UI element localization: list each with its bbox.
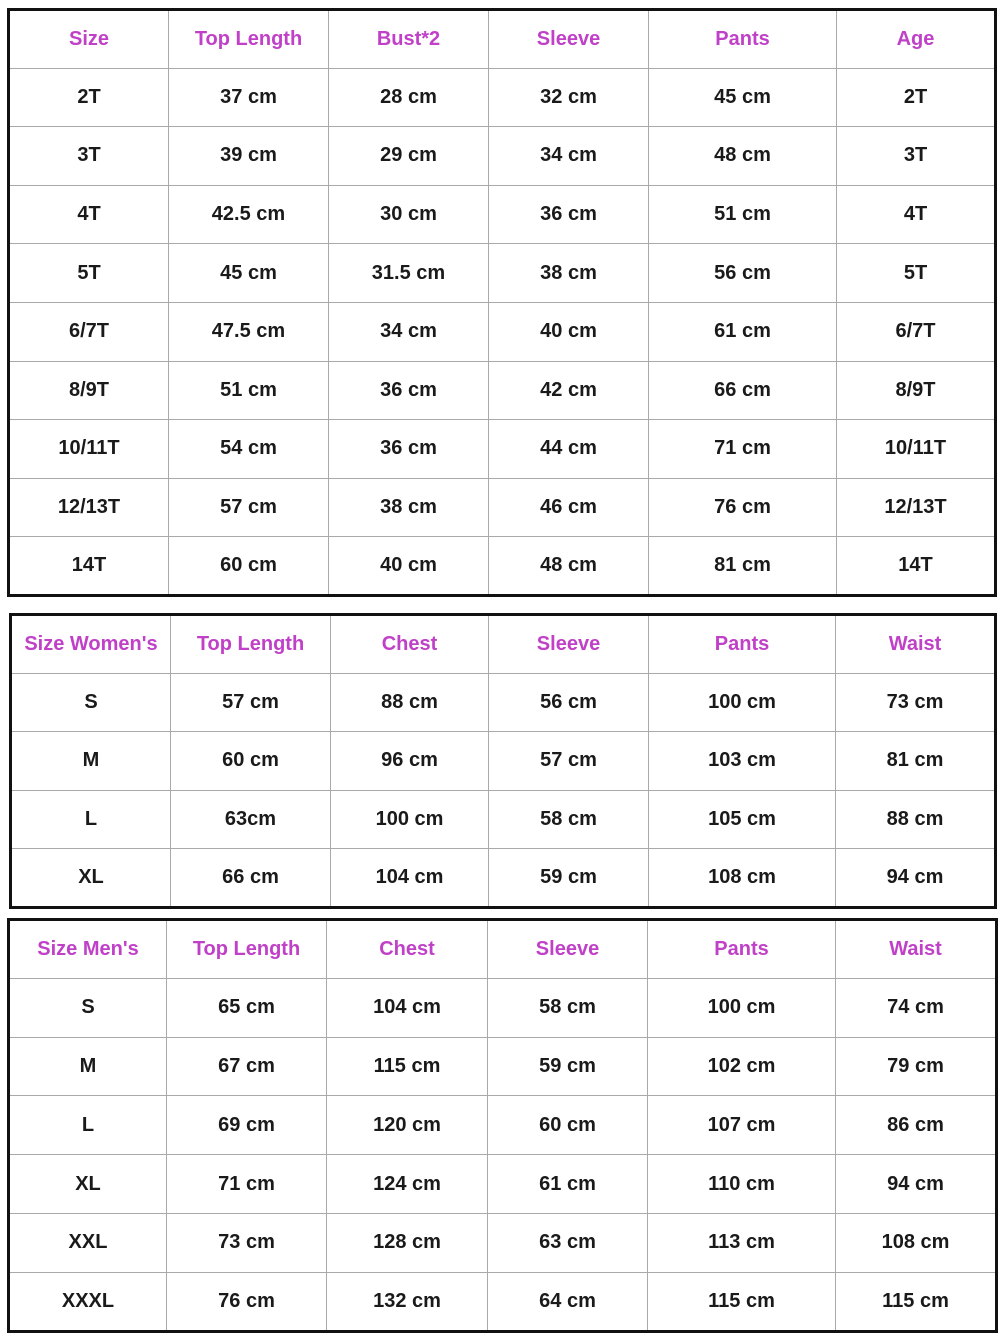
size-cell: S <box>11 673 171 732</box>
measurement-cell: 132 cm <box>327 1272 488 1331</box>
measurement-cell: 86 cm <box>836 1096 997 1155</box>
measurement-cell: 60 cm <box>169 537 329 596</box>
header-cell: Sleeve <box>489 10 649 69</box>
measurement-cell: 34 cm <box>489 127 649 186</box>
table-row <box>9 68 996 127</box>
size-cell: M <box>11 732 171 791</box>
table-row <box>9 185 996 244</box>
table-body <box>9 68 996 595</box>
measurement-cell: 94 cm <box>836 1155 997 1214</box>
measurement-cell: 34 cm <box>329 302 489 361</box>
measurement-cell: 115 cm <box>836 1272 997 1331</box>
size-cell: 4T <box>9 185 169 244</box>
measurement-cell: 79 cm <box>836 1037 997 1096</box>
measurement-cell: 81 cm <box>649 537 837 596</box>
header-cell: Top Length <box>167 920 327 979</box>
header-cell: Sleeve <box>489 615 649 674</box>
measurement-cell: 2T <box>837 68 996 127</box>
measurement-cell: 5T <box>837 244 996 303</box>
measurement-cell: 10/11T <box>837 420 996 479</box>
measurement-cell: 69 cm <box>167 1096 327 1155</box>
measurement-cell: 88 cm <box>836 790 996 849</box>
measurement-cell: 61 cm <box>488 1155 648 1214</box>
size-cell: 6/7T <box>9 302 169 361</box>
measurement-cell: 57 cm <box>489 732 649 791</box>
size-cell: 14T <box>9 537 169 596</box>
table-row <box>9 537 996 596</box>
table-row <box>11 849 996 908</box>
measurement-cell: 71 cm <box>167 1155 327 1214</box>
table-row <box>9 127 996 186</box>
size-cell: 12/13T <box>9 478 169 537</box>
measurement-cell: 47.5 cm <box>169 302 329 361</box>
measurement-cell: 96 cm <box>331 732 489 791</box>
measurement-cell: 36 cm <box>489 185 649 244</box>
measurement-cell: 32 cm <box>489 68 649 127</box>
measurement-cell: 36 cm <box>329 420 489 479</box>
header-cell: Size Men's <box>9 920 167 979</box>
measurement-cell: 81 cm <box>836 732 996 791</box>
table-row <box>9 1037 997 1096</box>
measurement-cell: 6/7T <box>837 302 996 361</box>
measurement-cell: 45 cm <box>169 244 329 303</box>
table-body <box>9 978 997 1331</box>
table-row <box>9 478 996 537</box>
header-cell: Bust*2 <box>329 10 489 69</box>
measurement-cell: 39 cm <box>169 127 329 186</box>
header-cell: Chest <box>331 615 489 674</box>
table-row <box>9 1213 997 1272</box>
measurement-cell: 108 cm <box>649 849 836 908</box>
measurement-cell: 73 cm <box>167 1213 327 1272</box>
table-row <box>9 244 996 303</box>
measurement-cell: 104 cm <box>327 978 488 1037</box>
table-header-row <box>11 615 996 674</box>
measurement-cell: 12/13T <box>837 478 996 537</box>
measurement-cell: 113 cm <box>648 1213 836 1272</box>
header-cell: Top Length <box>171 615 331 674</box>
table-header-row <box>9 920 997 979</box>
measurement-cell: 57 cm <box>171 673 331 732</box>
measurement-cell: 105 cm <box>649 790 836 849</box>
table-row <box>11 673 996 732</box>
table-row <box>9 361 996 420</box>
measurement-cell: 76 cm <box>649 478 837 537</box>
measurement-cell: 115 cm <box>648 1272 836 1331</box>
size-cell: 8/9T <box>9 361 169 420</box>
size-cell: M <box>9 1037 167 1096</box>
measurement-cell: 31.5 cm <box>329 244 489 303</box>
measurement-cell: 3T <box>837 127 996 186</box>
size-cell: 5T <box>9 244 169 303</box>
womens-size-table <box>9 613 997 909</box>
measurement-cell: 60 cm <box>171 732 331 791</box>
measurement-cell: 38 cm <box>329 478 489 537</box>
measurement-cell: 60 cm <box>488 1096 648 1155</box>
header-cell: Size <box>9 10 169 69</box>
measurement-cell: 94 cm <box>836 849 996 908</box>
measurement-cell: 100 cm <box>331 790 489 849</box>
measurement-cell: 104 cm <box>331 849 489 908</box>
measurement-cell: 46 cm <box>489 478 649 537</box>
header-cell: Chest <box>327 920 488 979</box>
measurement-cell: 67 cm <box>167 1037 327 1096</box>
size-cell: L <box>9 1096 167 1155</box>
measurement-cell: 51 cm <box>169 361 329 420</box>
measurement-cell: 110 cm <box>648 1155 836 1214</box>
table-row <box>11 732 996 791</box>
measurement-cell: 100 cm <box>649 673 836 732</box>
measurement-cell: 29 cm <box>329 127 489 186</box>
table-row <box>9 978 997 1037</box>
measurement-cell: 42.5 cm <box>169 185 329 244</box>
mens-size-table <box>7 918 998 1333</box>
header-cell: Pants <box>649 10 837 69</box>
measurement-cell: 4T <box>837 185 996 244</box>
size-cell: XL <box>9 1155 167 1214</box>
measurement-cell: 73 cm <box>836 673 996 732</box>
measurement-cell: 128 cm <box>327 1213 488 1272</box>
measurement-cell: 40 cm <box>489 302 649 361</box>
measurement-cell: 65 cm <box>167 978 327 1037</box>
table-row <box>9 420 996 479</box>
size-cell: XL <box>11 849 171 908</box>
table-body <box>11 673 996 907</box>
measurement-cell: 76 cm <box>167 1272 327 1331</box>
measurement-cell: 42 cm <box>489 361 649 420</box>
measurement-cell: 56 cm <box>649 244 837 303</box>
header-cell: Age <box>837 10 996 69</box>
measurement-cell: 44 cm <box>489 420 649 479</box>
measurement-cell: 100 cm <box>648 978 836 1037</box>
size-cell: 3T <box>9 127 169 186</box>
measurement-cell: 57 cm <box>169 478 329 537</box>
header-cell: Pants <box>649 615 836 674</box>
table-row <box>9 302 996 361</box>
measurement-cell: 120 cm <box>327 1096 488 1155</box>
measurement-cell: 58 cm <box>489 790 649 849</box>
measurement-cell: 64 cm <box>488 1272 648 1331</box>
header-cell: Waist <box>836 615 996 674</box>
measurement-cell: 88 cm <box>331 673 489 732</box>
measurement-cell: 8/9T <box>837 361 996 420</box>
measurement-cell: 51 cm <box>649 185 837 244</box>
table-row <box>9 1096 997 1155</box>
measurement-cell: 115 cm <box>327 1037 488 1096</box>
size-cell: L <box>11 790 171 849</box>
measurement-cell: 28 cm <box>329 68 489 127</box>
measurement-cell: 30 cm <box>329 185 489 244</box>
measurement-cell: 58 cm <box>488 978 648 1037</box>
measurement-cell: 48 cm <box>649 127 837 186</box>
header-cell: Pants <box>648 920 836 979</box>
table-row <box>9 1155 997 1214</box>
measurement-cell: 63cm <box>171 790 331 849</box>
header-cell: Top Length <box>169 10 329 69</box>
measurement-cell: 108 cm <box>836 1213 997 1272</box>
header-cell: Waist <box>836 920 997 979</box>
measurement-cell: 40 cm <box>329 537 489 596</box>
measurement-cell: 48 cm <box>489 537 649 596</box>
size-cell: S <box>9 978 167 1037</box>
measurement-cell: 66 cm <box>171 849 331 908</box>
size-cell: 10/11T <box>9 420 169 479</box>
kids-size-table <box>7 8 997 597</box>
measurement-cell: 74 cm <box>836 978 997 1037</box>
measurement-cell: 59 cm <box>488 1037 648 1096</box>
size-cell: 2T <box>9 68 169 127</box>
measurement-cell: 59 cm <box>489 849 649 908</box>
measurement-cell: 124 cm <box>327 1155 488 1214</box>
measurement-cell: 14T <box>837 537 996 596</box>
measurement-cell: 107 cm <box>648 1096 836 1155</box>
measurement-cell: 45 cm <box>649 68 837 127</box>
measurement-cell: 63 cm <box>488 1213 648 1272</box>
table-row <box>11 790 996 849</box>
measurement-cell: 37 cm <box>169 68 329 127</box>
measurement-cell: 102 cm <box>648 1037 836 1096</box>
measurement-cell: 36 cm <box>329 361 489 420</box>
header-cell: Sleeve <box>488 920 648 979</box>
measurement-cell: 56 cm <box>489 673 649 732</box>
table-header-row <box>9 10 996 69</box>
size-cell: XXXL <box>9 1272 167 1331</box>
measurement-cell: 71 cm <box>649 420 837 479</box>
measurement-cell: 103 cm <box>649 732 836 791</box>
measurement-cell: 38 cm <box>489 244 649 303</box>
measurement-cell: 61 cm <box>649 302 837 361</box>
header-cell: Size Women's <box>11 615 171 674</box>
measurement-cell: 54 cm <box>169 420 329 479</box>
table-row <box>9 1272 997 1331</box>
size-cell: XXL <box>9 1213 167 1272</box>
measurement-cell: 66 cm <box>649 361 837 420</box>
